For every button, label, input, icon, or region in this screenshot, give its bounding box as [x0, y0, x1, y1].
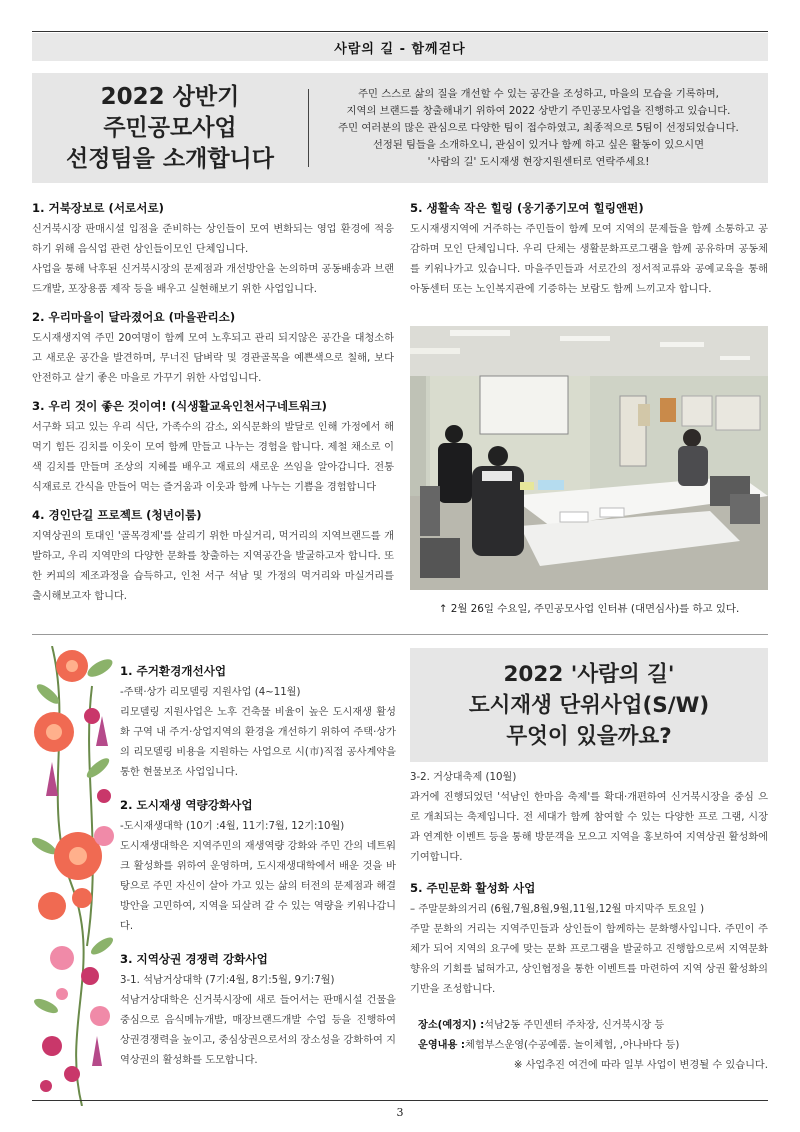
event-place-value: 석남2동 주민센터 주차장, 신거북시장 등 [484, 1020, 665, 1031]
header-top-rule [32, 31, 768, 32]
intro-text-line: 주민 스스로 삶의 질을 개선할 수 있는 공간을 조성하고, 마을의 모습을 기록하며, [358, 87, 719, 100]
team-section [32, 507, 394, 607]
sw-section [410, 880, 768, 1000]
sw-section-body [410, 900, 768, 1000]
sw-section-title: 1. 주거환경개선사업 [120, 664, 227, 678]
intro-text-line: '사람의 길' 도시재생 현장지원센터로 연락주세요! [427, 155, 650, 168]
sw-paragraph: 리모델링 지원사업은 노후 건축물 비율이 높은 도시재생 활성화 구역 내 주거·상업지역의 환경을 개선하기 위하여 주택·상가의 리모델링 비용을 지원하는 사업으로 시(市)직접 공사계약을 통한 현물보조 사업입니다. [120, 707, 396, 778]
section-header: 사람의 길 - 함께걷다 [32, 33, 768, 61]
intro-title [32, 73, 308, 183]
sw-section [120, 663, 396, 783]
team-title: 1. 거북장보로 (서로서로) [32, 201, 164, 215]
interview-photo [410, 326, 768, 590]
team-description [32, 418, 394, 498]
sw-section-title: 3. 지역상권 경쟁력 강화사업 [120, 952, 268, 966]
sw-right-column [410, 768, 768, 1076]
team-description [410, 220, 768, 300]
sw-section [410, 768, 768, 868]
sw-paragraph: -주택·상가 리모델링 지원사업 (4~11월) [120, 687, 301, 698]
sw-paragraph: 주말 문화의 거리는 지역주민들과 상인들이 함께하는 문화행사입니다. 주민이 주체가 되어 지역의 요구에 맞는 문화 프로그램을 발굴하고 진행함으로써 지역문화 향유의 기회를 넓혀가고, 상인협정을 통한 이벤트를 마련하여 지역 상권 활성화의 기반을 조성합니다. [410, 924, 768, 995]
sw-paragraph: – 주말문화의거리 (6월,7월,8월,9월,11월,12월 마지막주 토요일 ) [410, 904, 705, 915]
sw-paragraph: 3-2. 거상대축제 (10월) [410, 772, 517, 783]
event-content-label: 운영내용 : [418, 1040, 465, 1051]
page-number: 3 [396, 1106, 404, 1119]
sw-title-line: 무엇이 있을까요? [506, 723, 672, 749]
team-section [32, 309, 394, 389]
intro-text-line: 지역의 브랜드를 창출해내기 위하여 2022 상반기 주민공모사업을 진행하고 있습니다. [346, 104, 731, 117]
interview-photo-illustration [410, 326, 768, 590]
flower-decoration [32, 646, 116, 1106]
event-place-row [418, 1016, 768, 1036]
team-title: 2. 우리마을이 달라졌어요 (마을관리소) [32, 310, 236, 324]
team-description [32, 329, 394, 389]
sw-section-body [410, 768, 768, 868]
teams-left-column [32, 200, 394, 616]
sw-paragraph: 과거에 진행되었던 '석남인 한마음 축제'를 확대·개편하여 신거북시장을 중심 으로 개최되는 축제입니다. 전 세대가 함께 참여할 수 있는 다양한 프로 그램, 시장과 연계한 이벤트 등을 통해 방문객을 모으고 지역을 홍보하여 지역상권 활성화에 기여합니다. [410, 792, 768, 863]
sw-paragraph: 석남거상대학은 신거북시장에 새로 들어서는 판매시설 건물을 중심으로 음식메뉴개발, 매장브랜드개발 수업 등을 진행하여 상권경쟁력을 높이고, 중심상권으로서의 장소성을 강화하여 지역상권의 활성화를 도모합니다. [120, 995, 396, 1066]
team-title: 4. 경인단길 프로젝트 (청년이룸) [32, 508, 202, 522]
event-content-row [418, 1036, 768, 1056]
sw-section-body [120, 971, 396, 1071]
intro-title-line: 주민공모사업 [103, 114, 237, 141]
footer-rule [32, 1100, 768, 1101]
team-paragraph: 사업을 통해 낙후된 신거북시장의 문제점과 개선방안을 논의하며 공동배송과 브랜드개발, 포장용품 제작 등을 배우고 실현해보기 위한 사업입니다. [32, 264, 394, 295]
sw-section-body [120, 817, 396, 937]
team-section [32, 398, 394, 498]
intro-title-line: 선정팀을 소개합니다 [66, 145, 274, 172]
sw-paragraph: 3-1. 석남거상대학 (7기:4월, 8기:5월, 9기:7월) [120, 975, 335, 986]
sw-title-box [410, 648, 768, 762]
event-note: ※ 사업추진 여건에 따라 일부 사업이 변경될 수 있습니다. [513, 1060, 768, 1071]
photo-caption: ↑ 2월 26일 수요일, 주민공모사업 인터뷰 (대면심사)를 하고 있다. [438, 603, 740, 615]
team-description [32, 220, 394, 300]
sw-section [120, 797, 396, 937]
team-paragraph: 서구화 되고 있는 우리 식단, 가족수의 감소, 외식문화의 발달로 인해 가정에서 해 먹기 힘든 김치를 이웃이 모여 함께 만들고 나누는 경험을 합니다. 제철 채소로 이색 김치를 만들며 조상의 지혜를 배우고 재료의 새로운 쓰임을 알아갑니다. 전통 식재료로 간식을 만들어 먹는 즐거움과 이웃과 함께 나누는 기쁨을 경험합니다 [32, 422, 394, 493]
section-divider [32, 634, 768, 635]
intro-title-line: 2022 상반기 [100, 83, 240, 110]
sw-paragraph: 도시재생대학은 지역주민의 재생역량 강화와 주민 간의 네트워크 활성화를 위하여 운영하며, 도시재생대학에서 배운 것을 바탕으로 주민 자신이 살아 가고 있는 삶의 터전의 문제점과 해결방안을 고민하여, 지역을 되살려 갈 수 있는 역량을 키워나갑니다. [120, 841, 396, 932]
team-title: 3. 우리 것이 좋은 것이여! (식생활교육인천서구네트워크) [32, 399, 327, 413]
sw-section-title: 5. 주민문화 활성화 사업 [410, 881, 536, 895]
team-section [410, 200, 768, 300]
intro-text-line: 주민 여러분의 많은 관심으로 다양한 팀이 접수하였고, 최종적으로 5팀이 선정되었습니다. [338, 121, 739, 134]
team-paragraph: 지역상권의 토대인 '골목경제'를 살리기 위한 마실거리, 먹거리의 지역브랜드를 개발하고, 우리 지역만의 다양한 문화를 창출하는 지역공간을 발굴하고자 합니다. 또한 커피의 제조과정을 습득하고, 인천 서구 석남 및 가정의 먹거리와 마실거리를 출시해보고자 합니다. [32, 531, 394, 602]
sw-section [120, 951, 396, 1071]
intro-text-line: 선정된 팀들을 소개하오니, 관심이 있거나 함께 하고 싶은 활동이 있으시면 [372, 138, 705, 151]
sw-left-column [120, 663, 396, 1080]
team-paragraph: 도시재생지역에 거주하는 주민들이 함께 모여 지역의 문제들을 함께 소통하고 공감하며 모인 단체입니다. 우리 단체는 생활문화프로그램을 함께 공유하며 공동체를 키워나가고 있습니다. 마을주민들과 서로간의 정서적교류와 공예교육을 통해 아동센터 또는 노인복지관에 기증하는 보람도 함께 느끼고자 합니다. [410, 224, 768, 295]
intro-text [309, 73, 768, 183]
sw-title-line: 도시재생 단위사업(S/W) [468, 692, 710, 718]
event-content-value: 체험부스운영(수공예품. 놀이체험, ,아나바다 등) [465, 1040, 680, 1051]
team-right-column [410, 200, 768, 309]
event-info [410, 1016, 768, 1076]
team-description [32, 527, 394, 607]
sw-section-title: 2. 도시재생 역량강화사업 [120, 798, 253, 812]
intro-box [32, 73, 768, 183]
team-paragraph: 신거북시장 판매시설 입점을 준비하는 상인들이 모여 변화되는 영업 환경에 적응하기 위해 음식업 관련 상인들이모인 단체입니다. [32, 224, 394, 255]
sw-title-line: 2022 '사람의 길' [503, 661, 675, 687]
team-paragraph: 도시재생지역 주민 20여명이 함께 모여 노후되고 관리 되지않은 공간을 대청소하고 새로운 공간을 발견하며, 무너진 담벼락 및 경관골목을 예쁜색으로 칠해, 보다 안전하고 살기 좋은 마을로 가꾸기 위한 사업입니다. [32, 333, 394, 384]
team-title: 5. 생활속 작은 힐링 (웅기종기모여 힐링앤펀) [410, 201, 644, 215]
sw-paragraph: -도시재생대학 (10기 :4월, 11기:7월, 12기:10월) [120, 821, 345, 832]
team-section [32, 200, 394, 300]
event-place-label: 장소(예정지) : [418, 1020, 485, 1031]
sw-section-body [120, 683, 396, 783]
